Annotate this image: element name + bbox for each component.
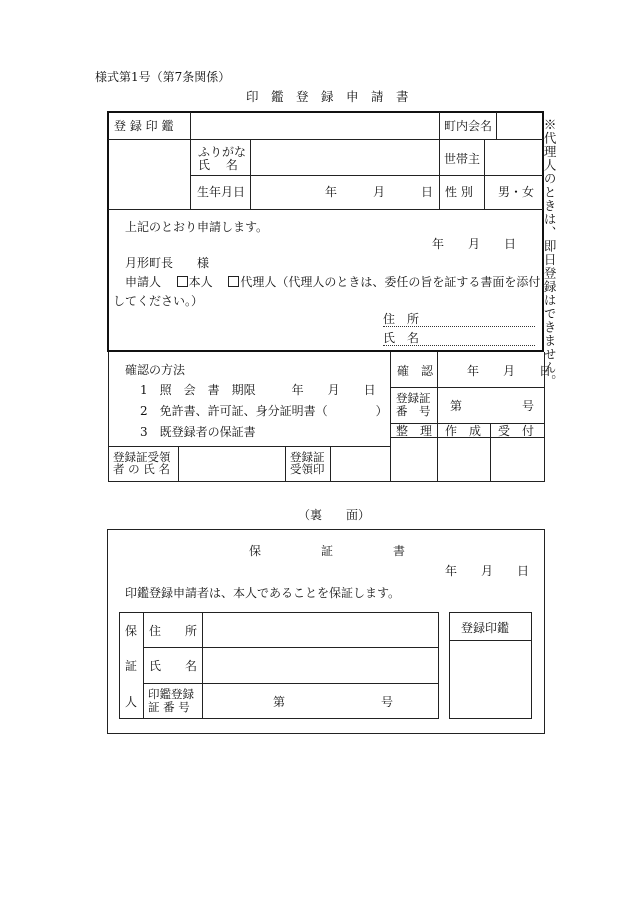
create-label: 作 成 bbox=[445, 424, 482, 438]
self-checkbox[interactable] bbox=[177, 276, 188, 287]
gender-value[interactable]: 男・女 bbox=[498, 185, 535, 199]
method-title: 確認の方法 bbox=[125, 363, 186, 377]
option-agent-label: 代理人（代理人のときは、委任の旨を証する書面を添付 bbox=[240, 275, 541, 289]
guarantee-title: 保 証 書 bbox=[249, 544, 406, 558]
receipt-seal-label-2: 受領印 bbox=[290, 462, 325, 476]
householder-label: 世帯主 bbox=[444, 152, 481, 166]
guarantee-statement: 印鑑登録申請者は、本人であることを保証します。 bbox=[125, 586, 401, 600]
receipt-seal-field[interactable] bbox=[331, 447, 389, 481]
guarantor-char-1: 保 bbox=[125, 624, 138, 638]
recipient-name-field[interactable] bbox=[179, 447, 284, 481]
association-label: 町内会名 bbox=[444, 119, 493, 133]
application-date[interactable]: 年 月 日 bbox=[432, 237, 517, 251]
seal-field[interactable] bbox=[191, 113, 438, 138]
recipient-label-1: 登録証受領 bbox=[113, 450, 171, 464]
guarantor-name-label: 氏 名 bbox=[149, 659, 198, 673]
guarantor-address-label: 住 所 bbox=[149, 624, 198, 638]
method-item-2: 2 免許書、許可証、身分証明書（ ） bbox=[140, 404, 388, 418]
seal-label: 登 録 印 鑑 bbox=[114, 119, 174, 133]
method-item-3: 3 既登録者の保証書 bbox=[140, 425, 256, 439]
guarantor-name-field[interactable] bbox=[203, 648, 438, 682]
side-note: ※代理人のときは、即日登録はできません。 bbox=[542, 118, 558, 388]
applicant-label: 申請人 bbox=[125, 275, 162, 289]
method-item-1: 1 照 会 書 期限 年 月 日 bbox=[140, 383, 376, 397]
gender-label: 性 別 bbox=[445, 185, 473, 199]
address-line[interactable] bbox=[383, 326, 535, 327]
applicant-line bbox=[125, 276, 540, 288]
guarantor-seal-label: 登録印鑑 bbox=[461, 621, 510, 635]
statement: 上記のとおり申請します。 bbox=[125, 220, 269, 234]
dob-label: 生年月日 bbox=[197, 185, 246, 199]
option-agent-cont: してください。） bbox=[113, 294, 204, 308]
manage-label: 整 理 bbox=[396, 424, 433, 438]
applicant-name-label: 氏 名 bbox=[383, 331, 420, 345]
guarantor-char-3: 人 bbox=[125, 695, 138, 709]
association-field[interactable] bbox=[497, 113, 542, 138]
confirm-date[interactable]: 年 月 日 bbox=[467, 364, 552, 378]
reg-number-label-2: 証 番 号 bbox=[148, 700, 190, 714]
receive-label: 受 付 bbox=[498, 424, 535, 438]
receipt-seal-label-1: 登録証 bbox=[290, 450, 325, 464]
name-label: 氏 名 bbox=[198, 158, 238, 172]
guarantee-date[interactable]: 年 月 日 bbox=[445, 564, 530, 578]
form-title: 印 鑑 登 録 申 請 書 bbox=[246, 89, 409, 104]
guarantor-address-field[interactable] bbox=[203, 613, 438, 646]
dob-value[interactable]: 年 月 日 bbox=[325, 185, 434, 199]
addressee: 月形町長 様 bbox=[125, 256, 210, 270]
recipient-label-2: 者 の 氏 名 bbox=[113, 462, 170, 476]
applicant-name-line[interactable] bbox=[383, 345, 535, 346]
furigana-label: ふりがな bbox=[198, 145, 247, 159]
reg-number-label-1: 印鑑登録 bbox=[148, 687, 194, 701]
agent-checkbox[interactable] bbox=[228, 276, 239, 287]
address-label: 住 所 bbox=[383, 312, 420, 326]
reg-number-value[interactable]: 第 号 bbox=[273, 695, 394, 709]
form-number: 様式第1号（第7条関係） bbox=[95, 70, 231, 84]
cert-number-value[interactable]: 第 号 bbox=[450, 399, 535, 413]
back-heading: （裏 面） bbox=[298, 508, 371, 522]
name-field[interactable] bbox=[251, 141, 438, 174]
cert-number-label-2: 番 号 bbox=[396, 404, 431, 418]
householder-field[interactable] bbox=[485, 141, 542, 174]
cert-number-label-1: 登録証 bbox=[396, 391, 431, 405]
option-self-label: 本人 bbox=[188, 275, 213, 289]
guarantor-char-2: 証 bbox=[125, 659, 138, 673]
confirm-label: 確 認 bbox=[397, 364, 434, 378]
